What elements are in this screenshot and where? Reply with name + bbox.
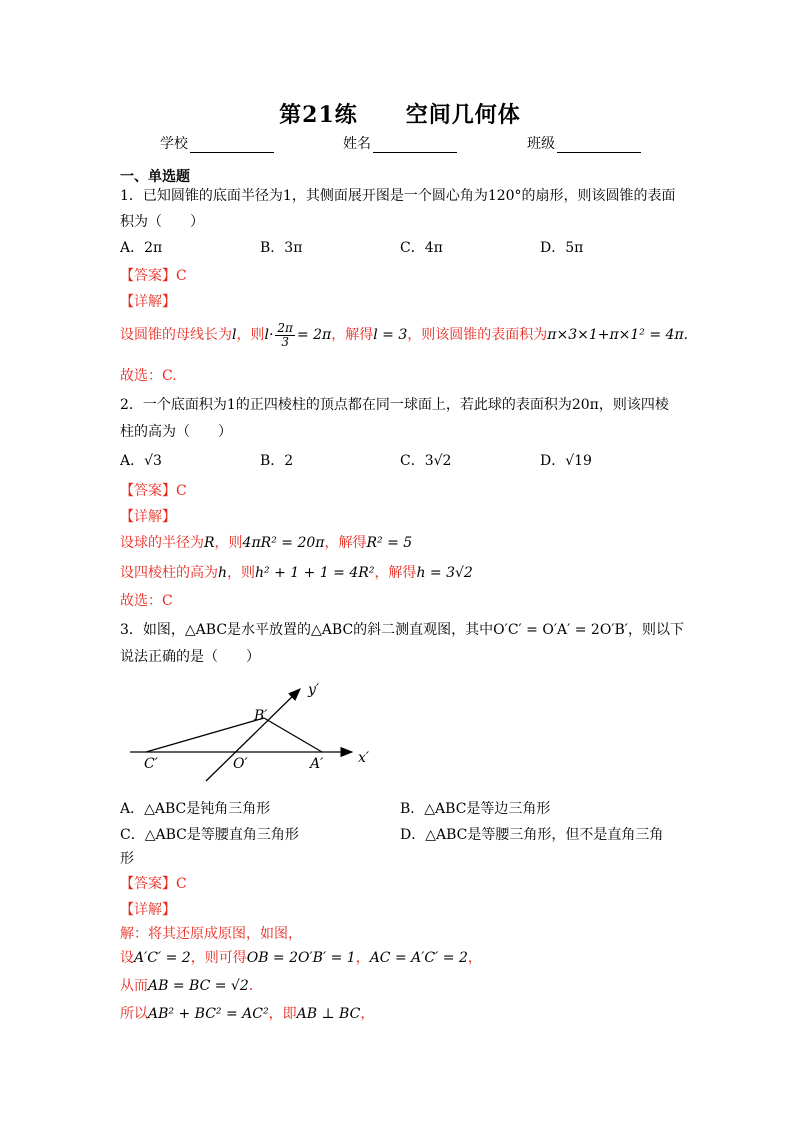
q1-option-c: C．4π (400, 240, 443, 256)
q2-option-b: B．2 (260, 453, 294, 469)
q3-sol2-text-a: 设 (120, 950, 134, 966)
q3-option-b: B．△ABC是等边三角形 (400, 801, 551, 817)
class-blank[interactable] (557, 138, 641, 153)
page-title (0, 98, 800, 129)
q1-option-a: A．2π (120, 240, 163, 256)
q2-sol1-text-a: 设球的半径为 (120, 535, 204, 551)
q1-sol-text-a: 设圆锥的母线长为 (120, 327, 232, 343)
q1-option-d: D．5π (540, 240, 584, 256)
q3-sol4-text-c: ， (360, 1006, 375, 1022)
label-b-prime: B′ (254, 708, 268, 724)
q2-stem-line1: 2．一个底面积为1的正四棱柱的顶点都在同一球面上，若此球的表面积为20π，则该四棱 (120, 397, 669, 413)
q1-choice: 故选：C. (120, 368, 177, 384)
q1-sol-fraction (275, 322, 295, 349)
school-blank[interactable] (190, 138, 274, 153)
q3-sol4-text-a: 所以 (120, 1006, 148, 1022)
label-y-prime: y′ (308, 682, 320, 698)
label-c-prime: C′ (144, 756, 158, 772)
q1-sol-math-l: l (232, 327, 237, 343)
q1-answer: 【答案】C (120, 268, 187, 284)
q2-choice: 故选：C (120, 593, 173, 609)
q3-sol2-text-d: ， (467, 950, 482, 966)
y-axis (206, 689, 300, 781)
q3-sol2-math-2: OB = 2O′B′ = 1 (246, 950, 356, 966)
q3-solution-line4 (120, 1004, 374, 1024)
q2-solution-line1 (120, 533, 412, 553)
title-part2: 空间几何体 (405, 102, 521, 128)
oblique-drawing-figure (120, 676, 380, 786)
q1-sol-end: . (683, 327, 689, 343)
q2-stem-line2: 柱的高为（ ） (120, 424, 232, 440)
name-field (343, 133, 457, 153)
q3-solution-line3 (120, 976, 263, 996)
q2-sol1-text-c: ，解得 (324, 535, 367, 551)
q3-solution-line1: 解：将其还原成原图，如图， (120, 926, 302, 942)
q2-sol1-math-2: 4πR² = 20π (242, 535, 325, 551)
q3-sol3-text-b: ． (248, 978, 263, 994)
label-a-prime: A′ (310, 756, 324, 772)
q3-sol2-math-1: A′C′ = 2 (134, 950, 191, 966)
label-x-prime: x′ (358, 750, 370, 766)
q2-option-a: A．√3 (120, 453, 162, 469)
q2-sol2-text-b: ，则 (227, 565, 256, 581)
q3-sol2-math-3: AC = A′C′ = 2 (369, 950, 468, 966)
q3-detail-label: 【详解】 (120, 902, 176, 918)
name-label: 姓名 (343, 136, 371, 152)
q3-stem-line2: 说法正确的是（ ） (120, 649, 260, 665)
q2-sol2-text-a: 设四棱柱的高为 (120, 565, 218, 581)
q3-solution-line2 (120, 948, 482, 968)
q3-sol3-text-a: 从而 (120, 978, 148, 994)
q2-sol2-math-3: h = 3√2 (416, 565, 473, 581)
q3-sol2-text-b: ，则可得 (190, 950, 247, 966)
edge-b-a (264, 718, 322, 752)
q1-option-b: B．3π (260, 240, 303, 256)
section-heading: 一、单选题 (120, 169, 190, 185)
q3-sol4-math-1: AB² + BC² = AC² (148, 1006, 269, 1022)
q2-sol2-math-1: h (218, 565, 228, 581)
q3-option-c: C．△ABC是等腰直角三角形 (120, 827, 299, 843)
q1-fraction-numerator: 2π (277, 320, 293, 335)
q1-solution (120, 318, 688, 352)
q2-sol1-math-1: R (204, 535, 215, 551)
q2-option-c: C．3√2 (400, 453, 452, 469)
q3-option-d-line1: D．△ABC是等腰三角形，但不是直角三角 (400, 827, 664, 843)
q3-answer: 【答案】C (120, 876, 187, 892)
q1-sol-text-d: ，则该圆锥的表面积为 (407, 327, 548, 343)
q3-option-d-line2: 形 (120, 851, 134, 867)
q1-sol-text-b: ，则 (236, 327, 265, 343)
q2-answer: 【答案】C (120, 483, 187, 499)
q3-sol4-math-2: AB ⊥ BC (296, 1006, 361, 1022)
class-label: 班级 (527, 136, 555, 152)
q1-sol-text-c: ，解得 (331, 327, 374, 343)
school-field (160, 133, 274, 153)
q2-sol1-text-b: ，则 (214, 535, 243, 551)
q2-sol2-text-c: ，解得 (374, 565, 417, 581)
q1-sol-math-area: π×3×1+π×1² = 4π (547, 327, 684, 343)
q1-sol-math-l3: l = 3 (373, 327, 408, 343)
q1-fraction-denominator: 3 (281, 334, 289, 349)
q2-sol2-math-2: h² + 1 + 1 = 4R² (255, 565, 375, 581)
title-part1: 第21练 (279, 102, 358, 128)
q2-option-d: D．√19 (540, 453, 592, 469)
edge-c-b (146, 718, 264, 752)
q2-sol1-math-3: R² = 5 (366, 535, 413, 551)
q2-solution-line2 (120, 563, 473, 583)
class-field (527, 133, 641, 153)
label-o-prime: O′ (233, 756, 248, 772)
q2-detail-label: 【详解】 (120, 509, 176, 525)
q1-detail-label: 【详解】 (120, 294, 176, 310)
name-blank[interactable] (373, 138, 457, 153)
q1-sol-math-lhs: l· (264, 327, 274, 343)
q1-stem-line2: 积为（ ） (120, 214, 204, 230)
q3-sol2-text-c: ， (355, 950, 370, 966)
q1-stem-line1: 1．已知圆锥的底面半径为1，其侧面展开图是一个圆心角为120°的扇形，则该圆锥的表面 (120, 188, 676, 204)
q3-option-a: A．△ABC是钝角三角形 (120, 801, 271, 817)
q1-sol-math-rhs: = 2π (296, 327, 332, 343)
school-label: 学校 (160, 136, 188, 152)
q3-stem-line1: 3．如图，△ABC是水平放置的△ABC的斜二测直观图，其中O′C′ = O′A′ = 2O′B′，则以下 (120, 622, 684, 638)
q3-sol4-text-b: ，即 (268, 1006, 297, 1022)
q3-sol3-math-1: AB = BC = √2 (148, 978, 249, 994)
